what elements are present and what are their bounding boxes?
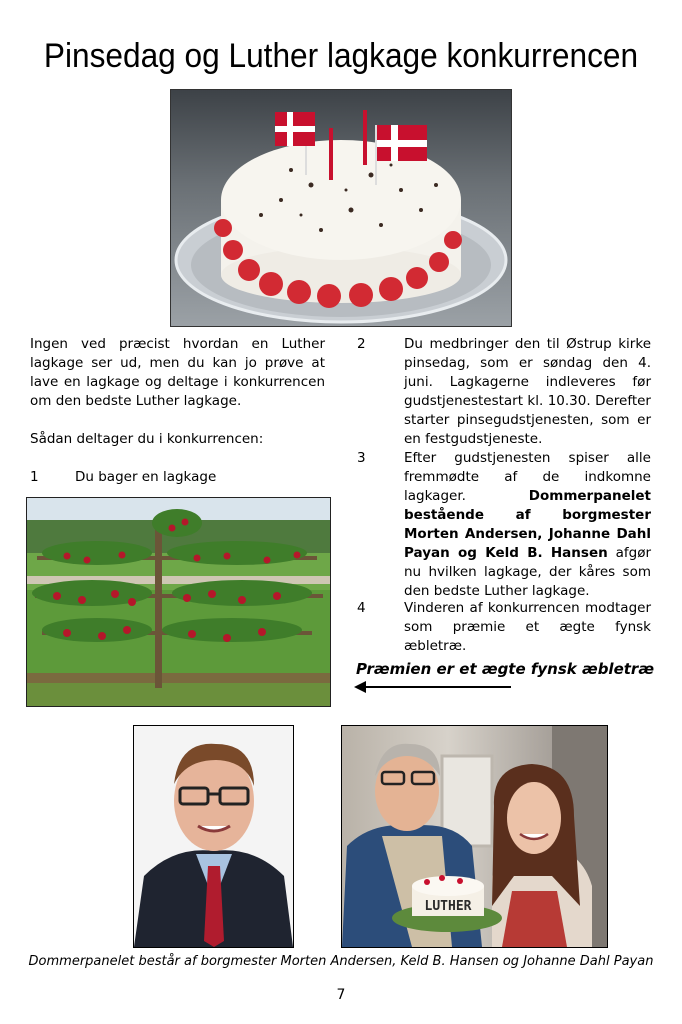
step-2 [357,335,651,449]
danish-flag-left [275,112,315,146]
step-1 [30,468,325,487]
step-number: 2 [357,336,366,352]
page-number: 7 [336,987,346,1003]
intro-paragraph: Ingen ved præcist hvordan en Luther lagkage ser ud, men du kan jo prøve at lave en lagkage og deltage i konkurrencen om den bedste Luther lagkage. [30,336,325,409]
step-3 [357,449,651,601]
step-text-part-a: Efter gudstjenesten spiser alle fremmødte af de indkomne lagkager. [404,450,651,504]
danish-flag-right [377,125,427,161]
page-title: Pinsedag og Luther lagkage konkurrencen [43,37,639,75]
step-text [404,449,651,601]
step-number: 4 [357,600,366,616]
step-text: Du bager en lagkage [75,469,217,485]
cake-label-text: LUTHER [424,899,472,914]
step-text-part-b: afgør nu hvilken lagkage, der kåres som den bedste Luther lagkage. [404,545,651,599]
photo-caption: Dommerpanelet består af borgmester Morten Andersen, Keld B. Hansen og Johanne Dahl Payan [28,954,654,969]
arrow-left-icon [354,680,514,694]
apple-tree-photo [26,497,331,707]
step-4 [357,599,651,656]
howto-heading: Sådan deltager du i konkurrencen: [30,431,264,447]
step-text: Vinderen af konkurrencen modtager som præmie et ægte fynsk æbletræ. [404,600,651,654]
prize-caption: Præmien er et ægte fynsk æbletræ [356,660,655,678]
jury-tasting-photo [341,725,608,948]
step-number: 3 [357,450,366,466]
step-text: Du medbringer den til Østrup kirke pinsedag, som er søndag den 4. juni. Lagkagerne indleveres før gudstjenestestart kl. 10.30. Derefter starter pinsegudstjenesten, som er en festgudstjeneste. [404,336,651,447]
mayor-portrait-photo [133,725,294,948]
cake-photo [170,89,512,327]
jury-names: Dommerpanelet bestående af borgmester Morten Andersen, Johanne Dahl Payan og Keld B. Hansen [404,488,651,561]
step-number: 1 [30,469,39,485]
